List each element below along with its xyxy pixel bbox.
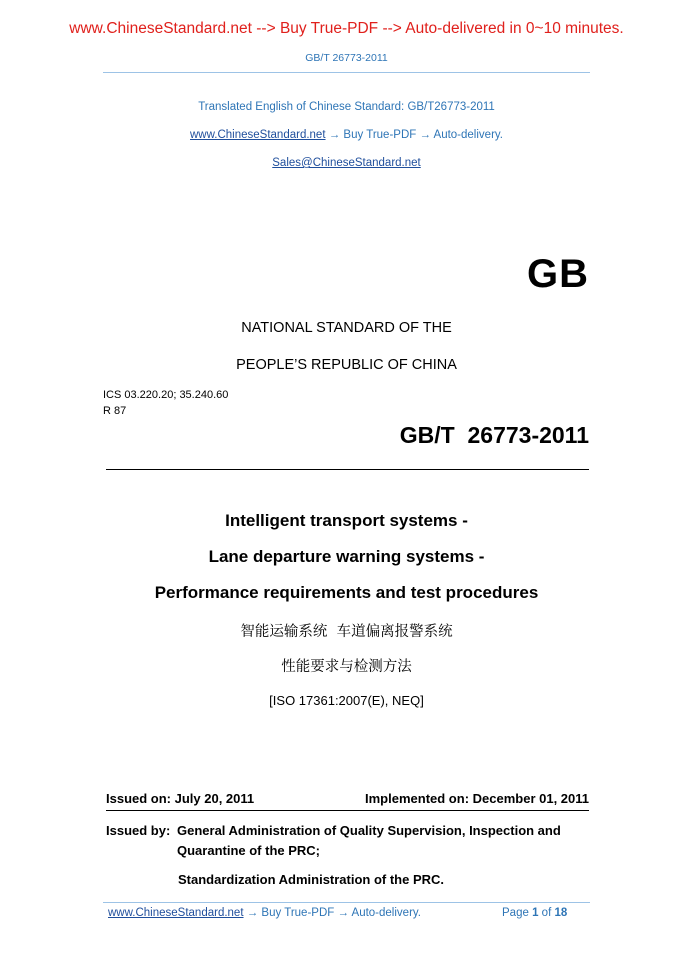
page-current: 1: [532, 907, 539, 919]
footer-site-link[interactable]: www.ChineseStandard.net: [108, 907, 244, 919]
top-banner: www.ChineseStandard.net --> Buy True-PDF --> Auto-delivered in 0~10 minutes.: [69, 20, 624, 37]
issued-on: Issued on: July 20, 2011: [106, 791, 255, 806]
email-link[interactable]: Sales@ChineseStandard.net: [272, 157, 421, 169]
dates-divider: [106, 810, 589, 811]
chinese-title-2: 性能要求与检测方法: [281, 659, 412, 675]
title-line-2: Lane departure warning systems -: [208, 547, 485, 566]
gb-mark: GB: [527, 252, 589, 296]
implemented-on: Implemented on: December 01, 2011: [365, 791, 589, 806]
national-line-1: NATIONAL STANDARD OF THE: [241, 320, 452, 336]
page-of: of: [541, 907, 552, 919]
issuer-org1-line1: General Administration of Quality Supervision, Inspection and: [177, 823, 561, 838]
page-indicator: [502, 907, 567, 919]
title-line-3: Performance requirements and test procedures: [154, 583, 539, 602]
issuer-org1-line2: Quarantine of the PRC;: [177, 843, 321, 858]
translation-note: Translated English of Chinese Standard: GB/T26773-2011: [198, 101, 495, 113]
issuer-org2: Standardization Administration of the PRC.: [178, 872, 445, 887]
title-line-1: Intelligent transport systems -: [225, 511, 468, 530]
ics-code: ICS 03.220.20; 35.240.60: [103, 389, 229, 401]
header-standard-code: GB/T 26773-2011: [305, 52, 388, 64]
site-link[interactable]: www.ChineseStandard.net: [190, 129, 326, 141]
page-total: 18: [554, 907, 568, 919]
page-label: Page: [502, 907, 529, 919]
iso-reference: [ISO 17361:2007(E), NEQ]: [269, 693, 424, 708]
footer-site-tail: → Buy True-PDF → Auto-delivery.: [243, 907, 421, 919]
ccs-code: R 87: [103, 405, 127, 417]
issued-by-label: Issued by:: [106, 823, 171, 838]
chinese-title-1: 智能运输系统 车道偏离报警系统: [240, 624, 453, 640]
site-line-tail: → Buy True-PDF → Auto-delivery.: [325, 129, 503, 141]
standard-number: GB/T 26773-2011: [399, 422, 589, 448]
site-line: [0, 129, 693, 141]
footer-site-line: [108, 907, 421, 919]
title-divider: [106, 469, 589, 470]
header-divider: [103, 72, 590, 73]
national-line-2: PEOPLE’S REPUBLIC OF CHINA: [236, 357, 457, 373]
email-line: [0, 157, 693, 169]
footer-divider: [103, 902, 590, 903]
